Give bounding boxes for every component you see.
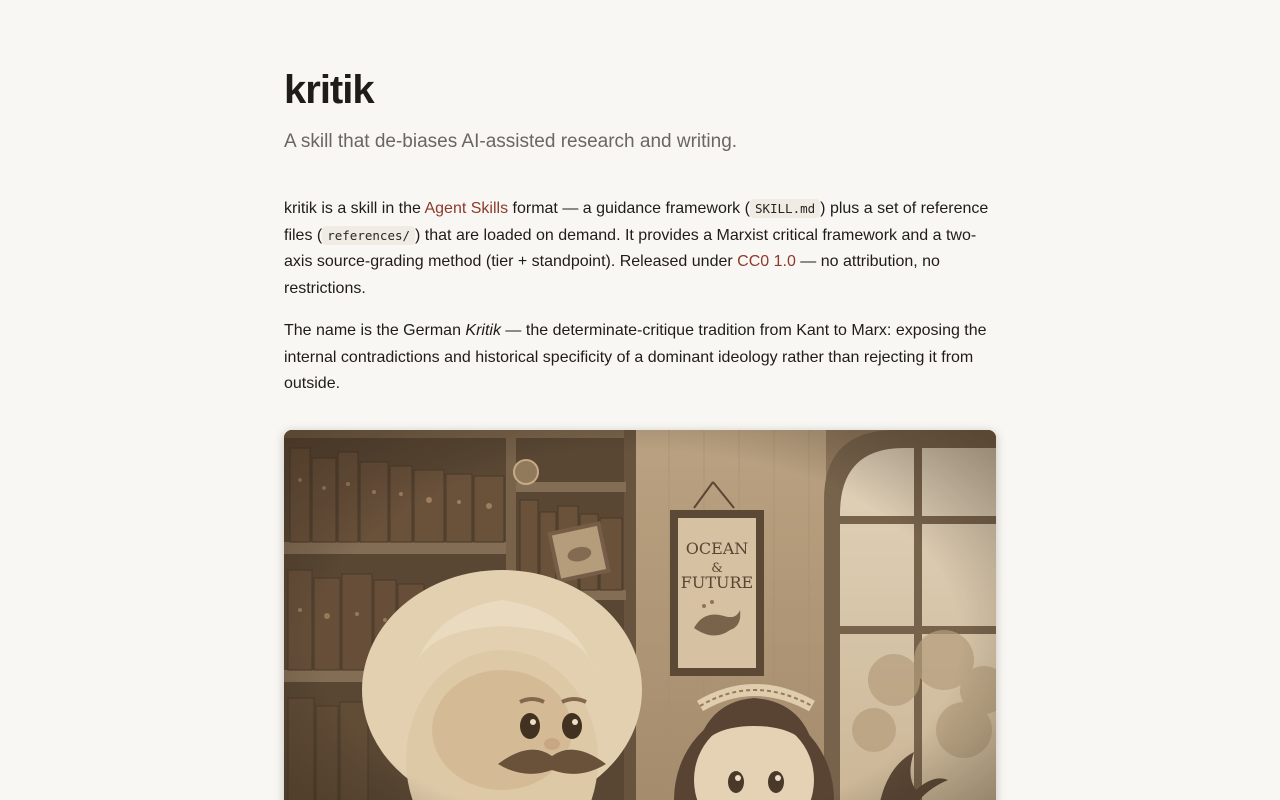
intro-text: — no attribution, no restrictions. [284,253,940,297]
references-dir-code: references/ [322,226,415,245]
illustration [284,430,996,800]
agent-skills-link[interactable]: Agent Skills [424,200,509,217]
page-title: kritik [284,68,374,112]
name-text: — the determinate-critique tradition from Kant to Marx: exposing the internal contradictions and historical specificity of a dominant ideology rather than rejecting it from outside. [284,322,987,392]
intro-text: ) that are loaded on demand. It provides a Marxist critical framework and a two-axis source-grading method (tier + standpoint). Released under [284,226,977,270]
intro-text: kritik is a skill in the [284,200,425,217]
intro-paragraph [284,196,996,302]
license-link[interactable]: CC0 1.0 [737,253,796,270]
intro-text: format — a guidance framework ( [508,200,750,217]
skill-file-code: SKILL.md [750,199,820,218]
name-text: The name is the German [284,322,466,339]
illustration-artwork [284,430,996,800]
page-subtitle: A skill that de-biases AI-assisted research and writing. [284,131,738,152]
name-paragraph [284,318,996,398]
intro-text: ) plus a set of reference files ( [284,200,989,244]
kritik-term: Kritik [465,322,501,339]
